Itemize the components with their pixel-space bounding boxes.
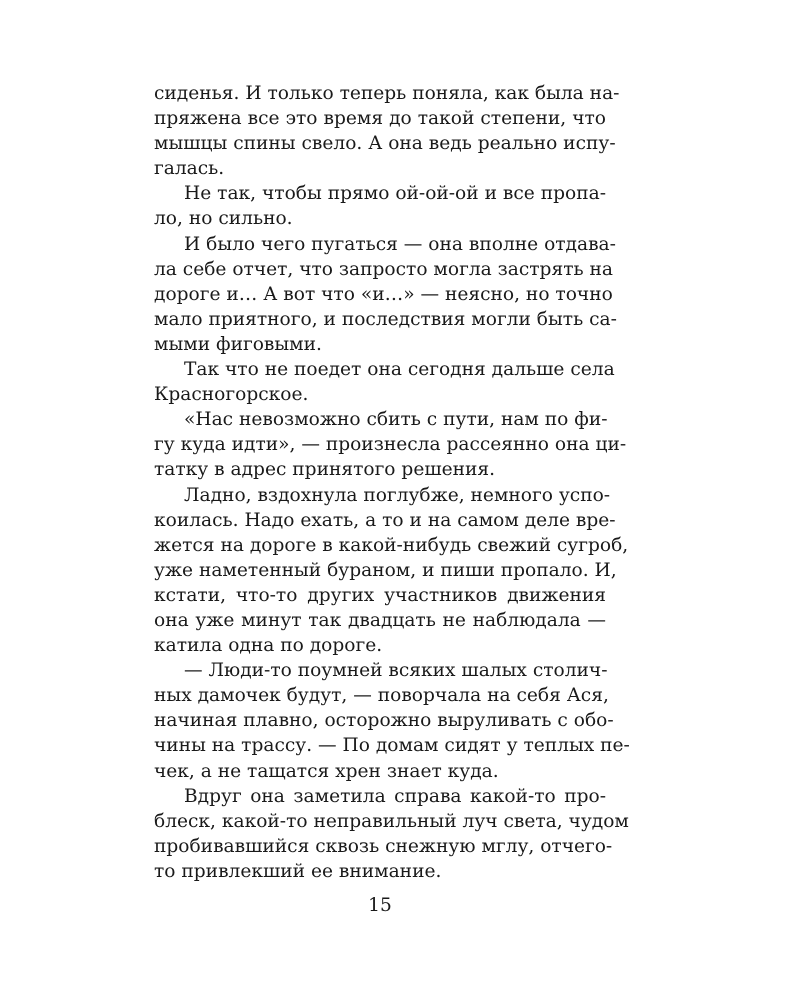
text-line: сиденья. И только теперь поняла, как была на- (154, 83, 620, 104)
text-line: Красногорское. (154, 384, 309, 406)
text-line: Так что не поедет она сегодня дальше села (184, 359, 615, 381)
text-line: уже наметенный бураном, и пиши пропало. И, (154, 559, 617, 581)
text-line: галась. (154, 158, 225, 180)
text-line: мыми фиговыми. (154, 333, 322, 355)
text-line: ла себе отчет, что запросто могла застрять на (154, 258, 613, 280)
text-line: И было чего пугаться — она вполне отдава- (184, 233, 616, 255)
text-line: Ладно, вздохнула поглубже, немного успо- (184, 484, 611, 506)
text-line: мышцы спины свело. А она ведь реально испу- (154, 133, 616, 155)
text-line: Вдруг она заметила справа какой-то про- (184, 785, 606, 807)
text-line: чины на трассу. — По домам сидят у теплых пе- (154, 735, 630, 757)
text-line: катила одна по дороге. (154, 635, 383, 657)
text-line: Не так, чтобы прямо ой-ой-ой и все пропа- (184, 183, 606, 205)
page-number: 15 (368, 895, 392, 916)
text-line: ных дамочек будут, — поворчала на себя Ася, (154, 685, 609, 707)
text-line: коилась. Надо ехать, а то и на самом деле вре- (154, 509, 616, 531)
text-line: татку в адрес принятого решения. (154, 459, 496, 481)
text-line: дороге и… А вот что «и…» — неясно, но точно (154, 283, 613, 305)
text-line: кстати, что-то других участников движения (154, 584, 606, 606)
text-line: пряжена все это время до такой степени, что (154, 108, 606, 130)
text-line: то привлекший ее внимание. (154, 860, 442, 882)
text-line: ло, но сильно. (154, 208, 293, 230)
text-line: блеск, какой-то неправильный луч света, чудом (154, 810, 629, 832)
text-line: — Люди-то поумней всяких шалых столич- (184, 660, 608, 682)
text-line: пробивавшийся сквозь снежную мглу, отчего- (154, 835, 613, 857)
text-line: жется на дороге в какой-нибудь свежий сугроб, (154, 534, 629, 556)
text-line: гу куда идти», — произнесла рассеянно она ци- (154, 434, 627, 456)
text-line: «Нас невозможно сбить с пути, нам по фи- (184, 409, 608, 431)
text-line: мало приятного, и последствия могли быть са- (154, 308, 617, 330)
text-line: чек, а не тащатся хрен знает куда. (154, 760, 499, 782)
page-text-block (154, 81, 630, 884)
text-line: она уже минут так двадцать не наблюдала — (154, 609, 606, 631)
text-line: начиная плавно, осторожно выруливать с обо- (154, 710, 614, 732)
